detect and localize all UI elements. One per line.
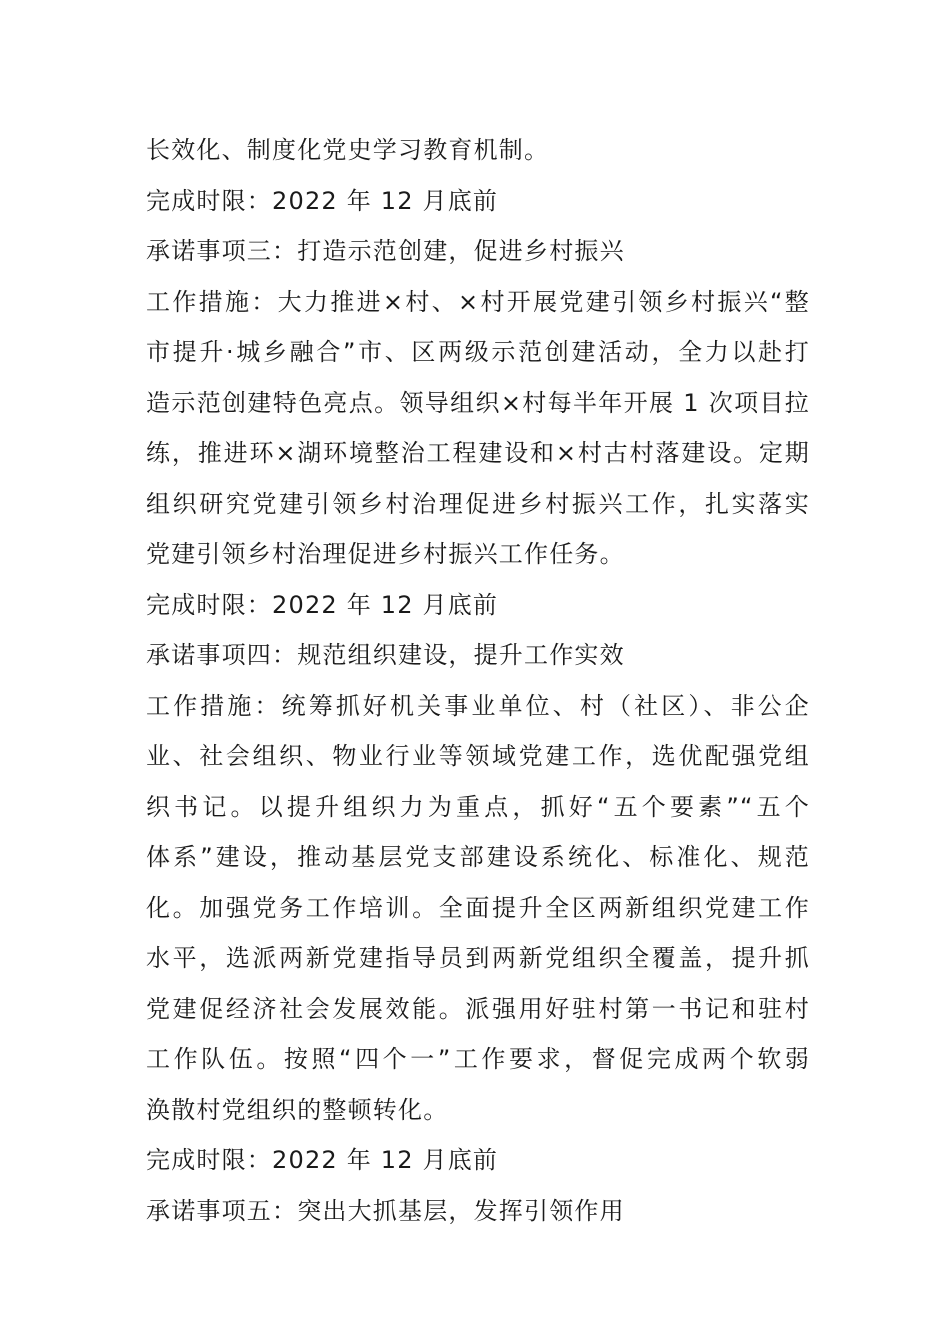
paragraph-line: 工作措施：统筹抓好机关事业单位、村（社区）、非公企 xyxy=(146,691,810,720)
paragraph-line: 织书记。以提升组织力为重点，抓好“五个要素”“五个 xyxy=(146,792,810,821)
commitment-heading: 承诺事项四：规范组织建设，提升工作实效 xyxy=(146,641,625,669)
paragraph-line: 造示范创建特色亮点。领导组织×村每半年开展 1 次项目拉 xyxy=(146,388,810,417)
deadline-line: 完成时限：2022 年 12 月底前 xyxy=(146,186,499,215)
paragraph-line: 业、社会组织、物业行业等领域党建工作，选优配强党组 xyxy=(146,742,810,770)
document-body xyxy=(146,125,810,1236)
paragraph-line: 化。加强党务工作培训。全面提升全区两新组织党建工作 xyxy=(146,893,810,922)
paragraph-line: 涣散村党组织的整顿转化。 xyxy=(146,1095,449,1124)
paragraph-line: 长效化、制度化党史学习教育机制。 xyxy=(146,136,550,164)
commitment-heading: 承诺事项五：突出大抓基层，发挥引领作用 xyxy=(146,1196,625,1225)
paragraph-line: 体系”建设，推动基层党支部建设系统化、标准化、规范 xyxy=(146,843,810,871)
paragraph-line: 练，推进环×湖环境整治工程建设和×村古村落建设。定期 xyxy=(146,439,810,467)
paragraph-line: 组织研究党建引领乡村治理促进乡村振兴工作，扎实落实 xyxy=(146,489,810,518)
paragraph-line: 党建引领乡村治理促进乡村振兴工作任务。 xyxy=(146,540,625,568)
paragraph-line: 工作队伍。按照“四个一”工作要求，督促完成两个软弱 xyxy=(146,1045,810,1073)
paragraph-line: 工作措施：大力推进×村、×村开展党建引领乡村振兴“整 xyxy=(146,287,810,316)
commitment-heading: 承诺事项三：打造示范创建，促进乡村振兴 xyxy=(146,237,625,265)
paragraph-line: 水平，选派两新党建指导员到两新党组织全覆盖，提升抓 xyxy=(146,944,810,972)
deadline-line: 完成时限：2022 年 12 月底前 xyxy=(146,590,499,619)
paragraph-line: 市提升·城乡融合”市、区两级示范创建活动，全力以赴打 xyxy=(146,338,810,366)
deadline-line: 完成时限：2022 年 12 月底前 xyxy=(146,1146,499,1174)
paragraph-line: 党建促经济社会发展效能。派强用好驻村第一书记和驻村 xyxy=(146,994,810,1023)
